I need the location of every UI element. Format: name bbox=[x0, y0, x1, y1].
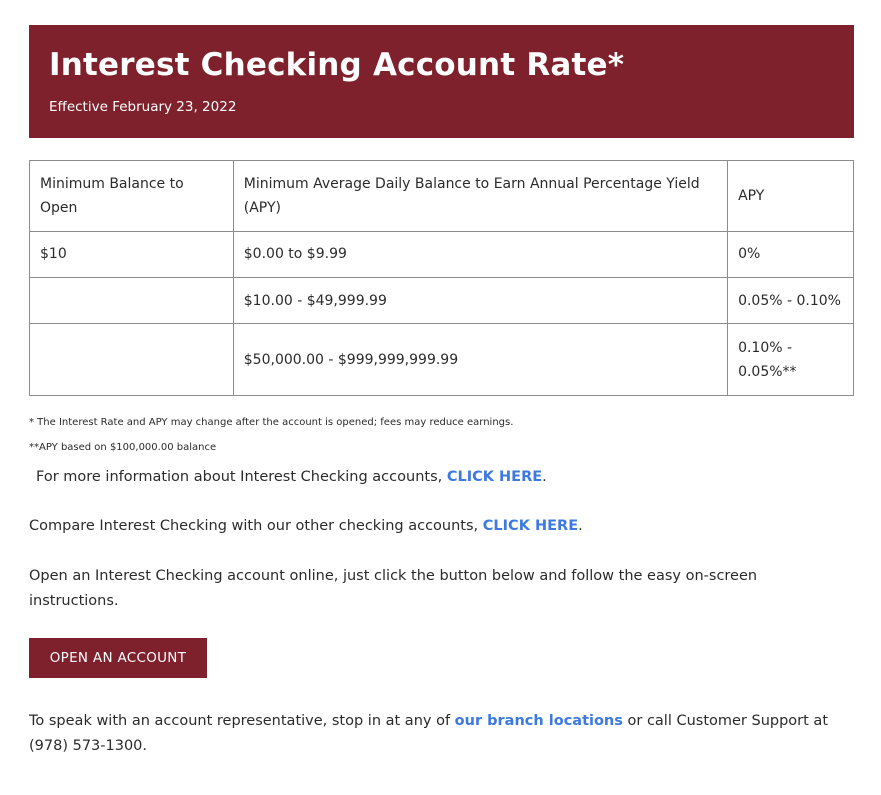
cell-min-balance: $10 bbox=[30, 232, 234, 278]
more-info-paragraph bbox=[36, 465, 856, 490]
effective-date: Effective February 23, 2022 bbox=[49, 99, 237, 115]
table-header-row bbox=[30, 161, 854, 232]
cell-balance-range: $50,000.00 - $999,999,999.99 bbox=[233, 324, 727, 396]
header-min-balance: Minimum Balance to Open bbox=[30, 161, 234, 232]
branch-locations-link[interactable]: our branch locations bbox=[454, 713, 623, 729]
cell-apy: 0.05% - 0.10% bbox=[728, 278, 854, 324]
contact-text-after: or call Customer Support at (978) 573-1300. bbox=[29, 713, 829, 754]
more-info-period: . bbox=[542, 469, 547, 485]
table-row bbox=[30, 324, 854, 396]
rate-banner bbox=[29, 25, 854, 138]
contact-paragraph bbox=[29, 709, 859, 759]
table-row bbox=[30, 278, 854, 324]
open-account-button[interactable]: OPEN AN ACCOUNT bbox=[29, 638, 207, 678]
more-info-link[interactable]: CLICK HERE bbox=[446, 469, 543, 485]
cell-apy: 0% bbox=[728, 232, 854, 278]
compare-paragraph bbox=[29, 514, 849, 539]
cell-apy: 0.10% - 0.05%** bbox=[728, 324, 854, 396]
open-online-paragraph: Open an Interest Checking account online, just click the button below and follow the easy on-screen instructions. bbox=[29, 568, 758, 609]
rates-table bbox=[29, 160, 854, 396]
header-min-avg-balance: Minimum Average Daily Balance to Earn Annual Percentage Yield (APY) bbox=[233, 161, 727, 232]
cell-balance-range: $10.00 - $49,999.99 bbox=[233, 278, 727, 324]
header-apy: APY bbox=[728, 161, 854, 232]
rate-footnote: * The Interest Rate and APY may change after the account is opened; fees may reduce earnings. bbox=[29, 417, 514, 428]
compare-link[interactable]: CLICK HERE bbox=[482, 518, 579, 534]
compare-text: Compare Interest Checking with our other checking accounts, bbox=[29, 518, 479, 534]
apy-footnote: **APY based on $100,000.00 balance bbox=[29, 442, 217, 453]
cell-balance-range: $0.00 to $9.99 bbox=[233, 232, 727, 278]
cell-min-balance bbox=[30, 278, 234, 324]
compare-period: . bbox=[578, 518, 583, 534]
cell-min-balance bbox=[30, 324, 234, 396]
page-title: Interest Checking Account Rate* bbox=[49, 47, 625, 83]
table-row bbox=[30, 232, 854, 278]
more-info-text: For more information about Interest Checking accounts, bbox=[36, 469, 443, 485]
contact-text-before: To speak with an account representative, stop in at any of bbox=[29, 713, 451, 729]
